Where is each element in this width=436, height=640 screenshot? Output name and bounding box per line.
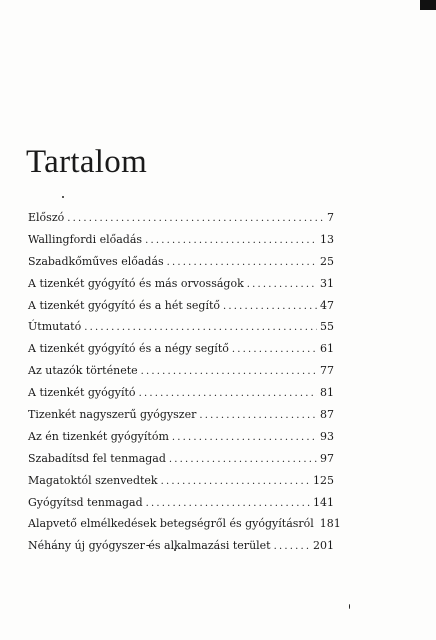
toc-entry-page: 201 xyxy=(313,539,334,553)
toc-entry-page: 97 xyxy=(320,451,334,465)
toc-entry-title: Gyógyítsd tenmagad xyxy=(28,495,143,509)
toc-entry-title: Útmutató xyxy=(28,320,82,334)
toc-leader-dots xyxy=(169,454,317,465)
toc-leader-dots xyxy=(199,410,317,421)
toc-leader-dots xyxy=(141,366,317,377)
toc-leader-dots xyxy=(145,235,317,246)
toc-entry-title: Az én tizenkét gyógyítóm xyxy=(28,429,169,443)
toc-entry xyxy=(28,364,334,386)
toc-leader-dots xyxy=(232,344,317,355)
toc-entry xyxy=(28,233,334,255)
toc-entry-page: 93 xyxy=(320,429,334,443)
toc-entry-title: Alapvető elmélkedések betegségről és gyógyításról xyxy=(28,517,314,531)
toc-leader-dots xyxy=(167,257,317,268)
toc-entry-title: Wallingfordi előadás xyxy=(28,232,143,246)
scan-speck xyxy=(62,196,64,198)
toc-entry xyxy=(28,408,334,430)
toc-entry-page: 25 xyxy=(320,254,334,268)
scan-speck xyxy=(349,604,350,609)
toc-entry-page: 31 xyxy=(320,276,334,290)
toc-entry-title: Magatoktól szenvedtek xyxy=(28,473,158,487)
toc-entry xyxy=(28,496,334,518)
toc-entry xyxy=(28,255,334,277)
toc-entry-page: 81 xyxy=(320,386,334,400)
toc-entry-title: Néhány új gyógyszer és alkalmazási terület xyxy=(28,539,271,553)
toc-leader-dots xyxy=(172,432,317,443)
toc-leader-dots xyxy=(67,213,324,224)
toc-entry-title: A tizenkét gyógyító és a négy segítő xyxy=(28,342,229,356)
toc-entry-page: 125 xyxy=(313,473,334,487)
toc-entry-title: Az utazók története xyxy=(28,364,138,378)
toc-entry-title: Szabadkőműves előadás xyxy=(28,254,164,268)
toc-entry xyxy=(28,342,334,364)
table-of-contents xyxy=(28,211,341,561)
toc-entry-page: 141 xyxy=(313,495,334,509)
toc-entry-title: Tizenkét nagyszerű gyógyszer xyxy=(28,408,197,422)
toc-entry xyxy=(28,386,334,408)
toc-entry-title: A tizenkét gyógyító xyxy=(28,386,136,400)
toc-entry-page: 181 xyxy=(319,517,341,531)
toc-entry xyxy=(28,299,334,321)
toc-entry xyxy=(28,320,334,342)
toc-entry xyxy=(28,211,334,233)
toc-entry xyxy=(28,430,334,452)
toc-leader-dots xyxy=(139,388,317,399)
page-title: Tartalom xyxy=(26,144,148,180)
toc-leader-dots xyxy=(84,322,317,333)
toc-leader-dots xyxy=(274,541,310,552)
toc-entry-title: A tizenkét gyógyító és más orvosságok xyxy=(28,276,244,290)
toc-entry xyxy=(28,277,334,299)
toc-entry-page: 77 xyxy=(320,364,334,378)
toc-entry-page: 61 xyxy=(320,342,334,356)
toc-entry-page: 55 xyxy=(320,320,334,334)
toc-entry-page: 7 xyxy=(327,211,334,224)
toc-entry xyxy=(28,474,334,496)
toc-entry xyxy=(28,517,341,539)
toc-entry-page: 13 xyxy=(320,232,334,246)
toc-entry-page: 47 xyxy=(320,298,334,312)
toc-entry-page: 87 xyxy=(320,408,334,422)
toc-entry xyxy=(28,539,334,561)
toc-entry-title: Előszó xyxy=(28,211,65,224)
toc-leader-dots xyxy=(146,498,310,509)
toc-entry-title: A tizenkét gyógyító és a hét segítő xyxy=(28,298,221,312)
toc-leader-dots xyxy=(247,279,317,290)
toc-entry xyxy=(28,452,334,474)
scan-corner-mark xyxy=(420,0,436,10)
toc-leader-dots xyxy=(223,301,317,312)
toc-leader-dots xyxy=(161,476,310,487)
toc-entry-title: Szabadítsd fel tenmagad xyxy=(28,451,166,465)
